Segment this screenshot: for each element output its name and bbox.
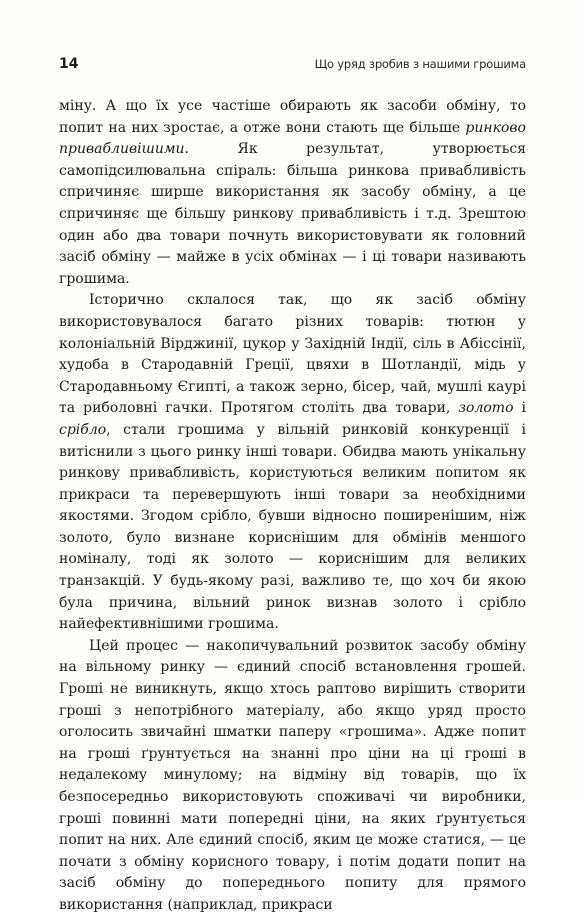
text-segment: Цей процес — накопичувальний розвиток засобу обміну на вільному ринку — єдиний спосіб встановлення грошей. Гроші не виникнуть, якщо хтось раптово вирішить створити гроші з непотрібного матеріалу, або якщо уряд просто оголосить звичайні шматки паперу «грошима». Адже попит на гроші ґрунтується на знанні про ціни на ці гроші в недалекому минулому; на відміну від товарів, що їх безпосередньо використовують споживачі чи виробники, гроші повинні мати попередні ціни, на яких ґрунтується попит на них. Але єдиний спосіб, яким це може статися, — це почати з обміну корисного товару, і потім додати попит на засіб обміну до попереднього попиту для прямого використання (наприклад, прикраси (59, 637, 526, 913)
paragraph-1 (59, 96, 526, 290)
page-number: 14 (59, 56, 79, 72)
page-header (59, 56, 526, 76)
paragraph-2 (59, 290, 526, 636)
paragraph-3 (59, 636, 526, 917)
running-title: Що уряд зробив з нашими грошима (314, 57, 526, 71)
text-segment: , стали грошима у вільній ринковій конкуренції і витіснили з цього ринку інші товари. Обидва мають унікальну ринкову привабливість, користуються великим попитом як прикраси та перевершують інші товари за необхідними якостями. Згодом срібло, бувши відносно поширенішим, ніж золото, було визнане кориснішим для обмінів меншого номіналу, тоді як золото — кориснішим для великих транзакцій. У будь-якому разі, важливо те, що хоч би якою була причина, вільний ринок визнав золото і срібло найефективнішими грошима. (59, 421, 526, 633)
text-segment: міну. А що їх усе частіше обирають як засоби обміну, то попит на них зростає, а отже вони стають ще більше (59, 98, 526, 136)
italic-word-gold: золото (458, 400, 514, 417)
italic-word-silver: срібло (59, 421, 107, 438)
text-segment: Історично склалося так, що як засіб обміну використовувалося багато різних товарів: тютюн у колоніальній Вірджинії, цукор у Західній Індії, сіль в Абіссінії, худоба в Стародавній Греції, цвяхи в Шотландії, мідь у Стародавньому Єгипті, а також зерно, бісер, чай, мушлі каурі та риболовні гачки. Протягом століть два товари, (59, 292, 526, 417)
body-text (59, 96, 526, 917)
text-segment: . Як результат, утворюється самопідсилювальна спіраль: більша ринкова привабливість спричиняє ширше використання як засобу обміну, а це спричиняє ще більшу ринкову привабливість і т.д. Зрештою один або два товари почнуть використовувати як головний засіб обміну — майже в усіх обмінах — і ці товари називають грошима. (59, 141, 526, 287)
text-segment: і (513, 400, 527, 417)
italic-phrase: ринково привабливішими (59, 119, 526, 158)
